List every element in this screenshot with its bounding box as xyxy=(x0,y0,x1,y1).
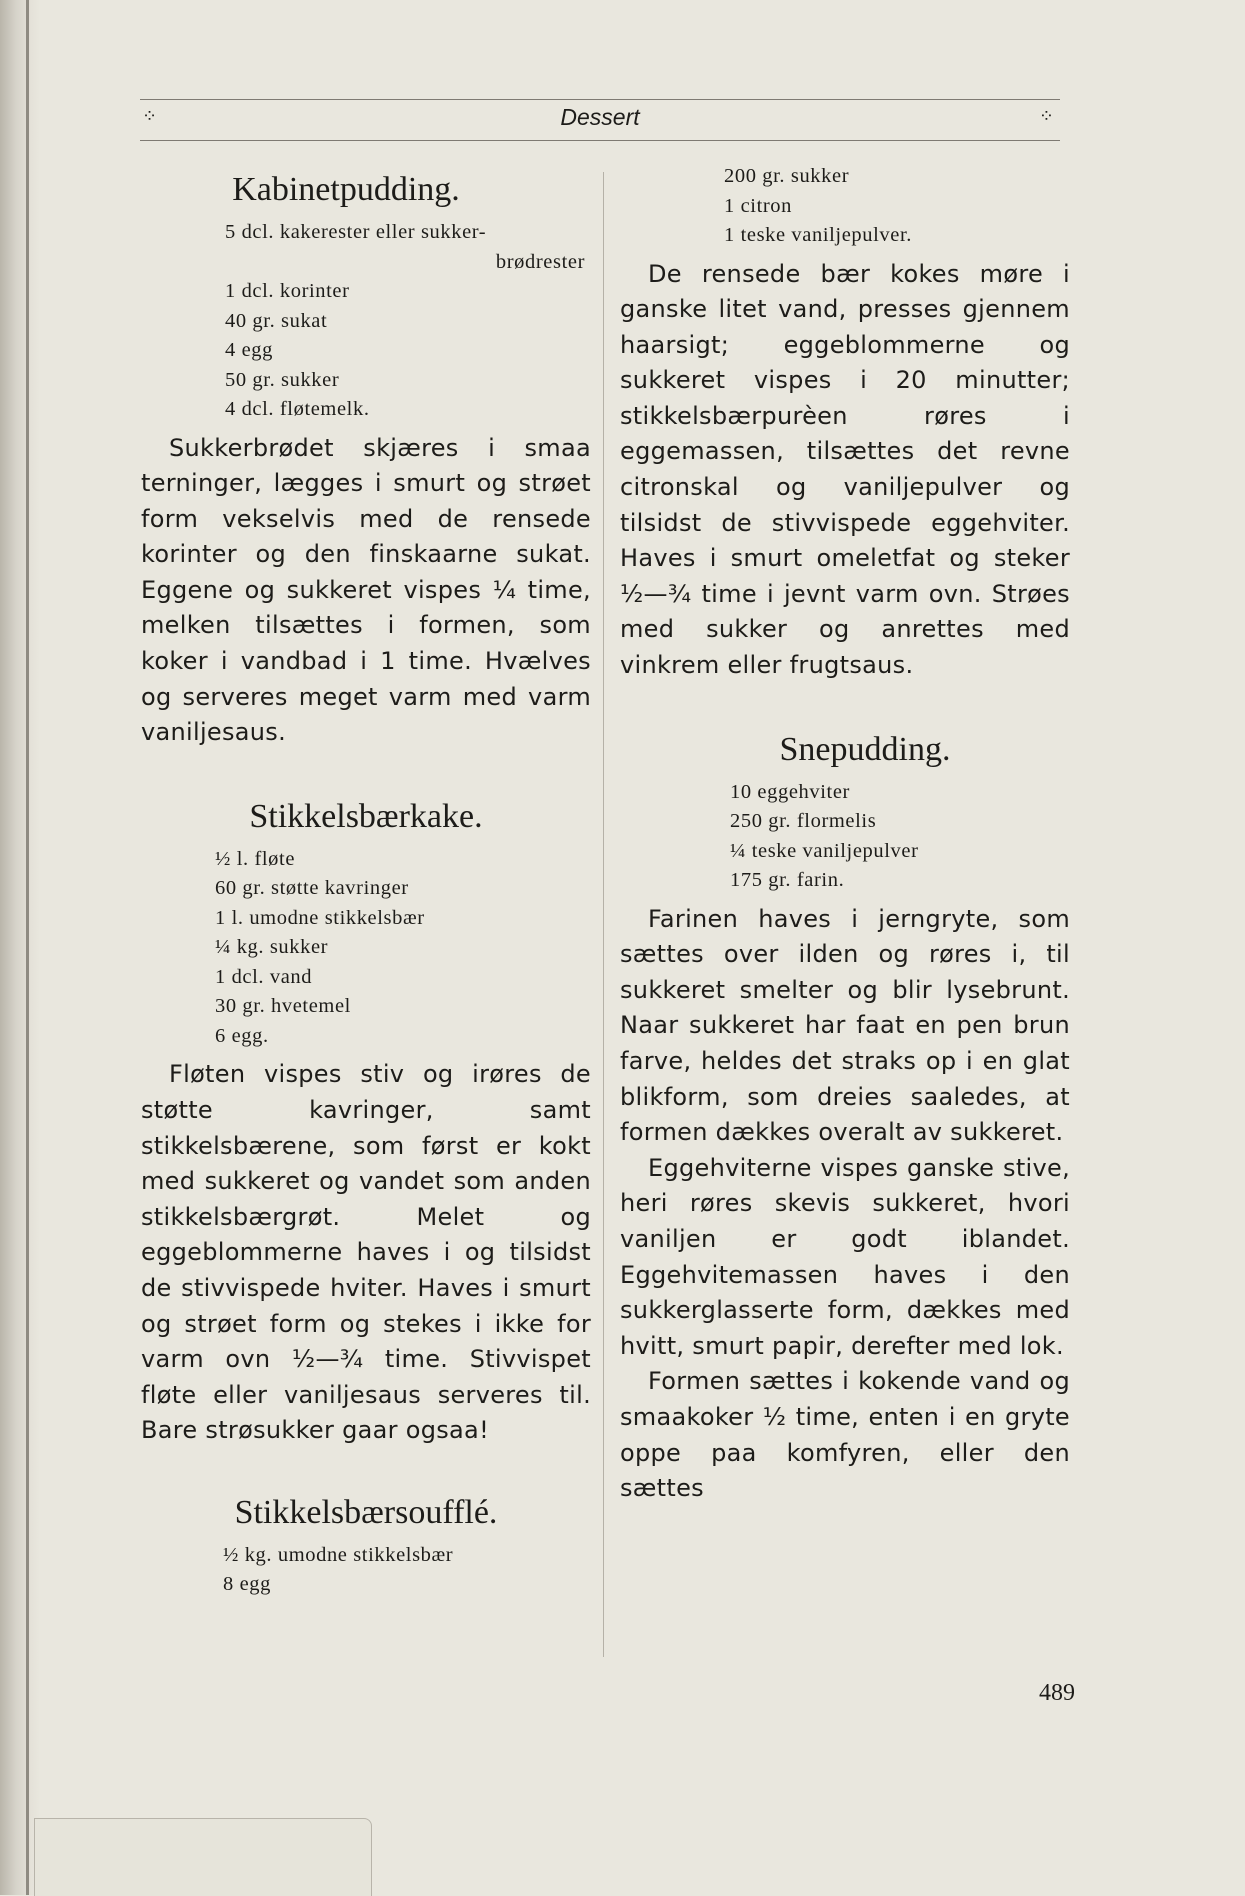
ingredient: 200 gr. sukker xyxy=(724,165,850,187)
ingredient-list xyxy=(225,218,591,425)
ingredient: 1 citron xyxy=(724,194,792,217)
header-rule-bottom xyxy=(140,140,1060,141)
ingredient: 60 gr. støtte kavringer xyxy=(215,877,409,900)
ingredient: ¼ kg. sukker xyxy=(215,936,329,959)
recipe-title: Kabinetpudding. xyxy=(232,171,460,208)
recipe-kabinetpudding xyxy=(141,168,591,751)
ornament-right-icon: ⁘ xyxy=(1038,106,1054,126)
recipe-title: Stikkelsbærkake. xyxy=(249,797,483,835)
ingredient-list xyxy=(215,845,591,1052)
ingredient: 30 gr. hvetemel xyxy=(215,995,351,1018)
recipe-snepudding xyxy=(620,728,1070,1507)
ornament-left-icon: ⁘ xyxy=(142,106,158,126)
recipe-instructions: Farinen haves i jerngryte, som sættes over ilden og røres i, til sukkeret smelter og blir lysebrunt. Naar sukkeret har faat en pen brun farve, heldes det straks op i en glat blikform, som dreies saaledes, at formen dækkes overalt av sukkeret. xyxy=(620,904,1070,1147)
recipe-instructions: Eggehviterne vispes ganske stive, heri røres skevis sukkeret, hvori vaniljen er godt iblandet. Eggehvitemassen haves i den sukkerglasserte form, dækkes med hvitt, smurt papir, derefter med lok. xyxy=(620,1153,1070,1360)
ingredient: 1 teske vaniljepulver. xyxy=(724,224,912,246)
left-column xyxy=(141,168,591,1606)
right-column xyxy=(620,162,1070,1507)
recipe-instructions: Fløten vispes stiv og irøres de støtte kavringer, samt stikkelsbærene, som først er kokt med sukkeret og vandet som anden stikkelsbærgrøt. Melet og eggeblommerne haves i og tilsidst de stivvispede hviter. Haves i smurt og strøet form og stekes i ikke for varm ovn ½—¾ time. Stivvispet fløte eller vaniljesaus serveres til. Bare strøsukker gaar ogsaa! xyxy=(141,1060,591,1445)
recipe-stikkelsbaersouffle xyxy=(141,1491,591,1600)
page-tab xyxy=(34,1818,372,1896)
recipe-stikkelsbaerkake xyxy=(141,795,591,1449)
recipe-title: Snepudding. xyxy=(779,730,951,768)
ingredient: ½ l. fløte xyxy=(215,847,296,870)
binding-edge xyxy=(26,0,29,1895)
ingredient: 1 dcl. korinter xyxy=(225,280,350,302)
ingredient: ¼ teske vaniljepulver xyxy=(730,839,919,862)
page-number: 489 xyxy=(1039,1680,1075,1706)
ingredient: 40 gr. sukat xyxy=(225,309,328,332)
ingredient: 4 dcl. fløtemelk. xyxy=(225,398,370,420)
recipe-instructions: Formen sættes i kokende vand og smaakoker ½ time, enten i en gryte oppe paa komfyren, eller den sættes xyxy=(620,1367,1070,1503)
running-header xyxy=(140,100,1060,134)
recipe-title: Stikkelsbærsoufflé. xyxy=(234,1493,498,1531)
recipe-instructions: De rensede bær kokes møre i ganske litet vand, presses gjennem haarsigt; eggeblommerne og sukkeret vispes i 20 minutter; stikkelsbærpurèen røres i eggemassen, tilsættes det revne citronskal og vaniljepulver og tilsidst de stivvispede eggehviter. Haves i smurt omeletfat og steker ½—¾ time i jevnt varm ovn. Strøes med sukker og anrettes med vinkrem eller frugtsaus. xyxy=(620,259,1070,680)
ingredient: 50 gr. sukker xyxy=(225,368,340,391)
ingredient-list xyxy=(223,1541,591,1600)
ingredient: brødrester xyxy=(495,250,585,273)
ingredient: 250 gr. flormelis xyxy=(730,810,877,833)
running-header-title: Dessert xyxy=(560,104,640,130)
ingredient-list xyxy=(724,162,1070,251)
recipe-souffle-continued xyxy=(620,162,1070,684)
column-divider xyxy=(603,172,604,1657)
recipe-instructions: Sukkerbrødet skjæres i smaa terninger, lægges i smurt og strøet form vekselvis med de rensede korinter og den finskaarne sukat. Eggene og sukkeret vispes ¼ time, melken tilsættes i formen, som koker i vandbad i 1 time. Hvælves og serveres meget varm med varm vaniljesaus. xyxy=(141,433,591,747)
book-spine-shadow xyxy=(0,0,40,1895)
ingredient: ½ kg. umodne stikkelsbær xyxy=(223,1543,454,1566)
ingredient-list xyxy=(730,778,1070,896)
ingredient: 1 l. umodne stikkelsbær xyxy=(215,906,425,929)
ingredient: 5 dcl. kakerester eller sukker- xyxy=(225,221,487,243)
ingredient: 8 egg xyxy=(223,1573,271,1596)
ingredient: 175 gr. farin. xyxy=(730,869,845,892)
ingredient: 4 egg xyxy=(225,339,273,361)
ingredient: 1 dcl. vand xyxy=(215,965,313,988)
ingredient: 6 egg. xyxy=(215,1024,269,1047)
ingredient: 10 eggehviter xyxy=(730,780,850,803)
